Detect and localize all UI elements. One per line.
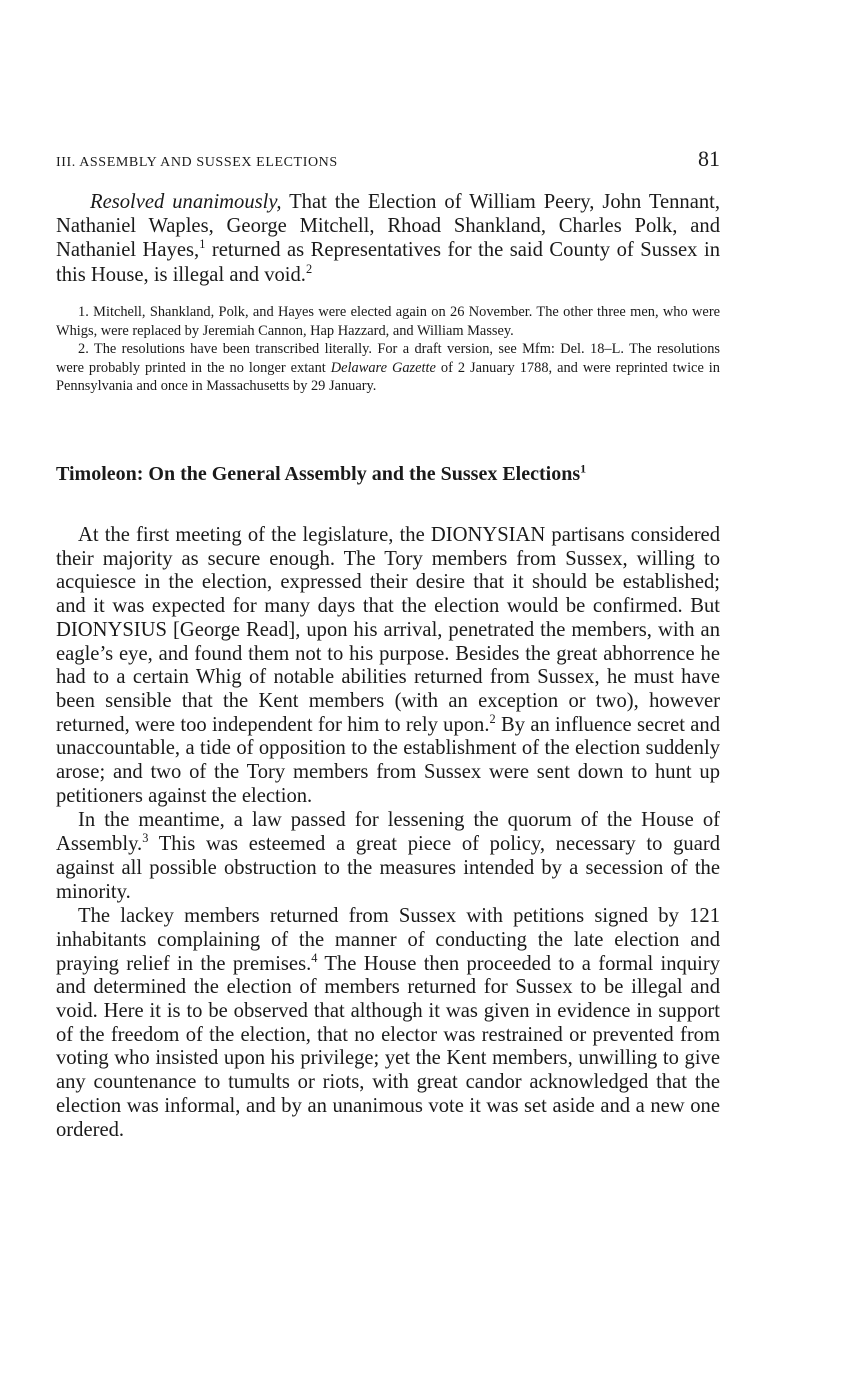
paragraph-3 (56, 905, 720, 1142)
footnote-2 (56, 340, 720, 396)
resolution-lead: Resolved unanimously, (90, 191, 282, 213)
paragraph-2-note-ref: 3 (142, 831, 149, 846)
resolution-text-1: That the Election of William Peery, John Tennant, Nathaniel Waples, George Mitchell, Rhoad Shankland, Charles Polk, and Nathaniel Hayes, (56, 191, 720, 262)
section-title: Timoleon: On the General Assembly and the Sussex Elections (56, 463, 581, 485)
paragraph-3-text-a: The lackey members returned from Sussex with petitions signed by 121 inhabitants complaining of the manner of conducting the late election and praying relief in the premises. (56, 905, 720, 975)
running-head (56, 146, 720, 172)
paragraph-2-text-a: In the meantime, a law passed for lessening the quorum of the House of Assembly. (56, 809, 720, 856)
footnotes (56, 303, 720, 396)
paragraph-3-note-ref: 4 (311, 950, 318, 965)
footnote-2-text-2: of 2 January 1788, and were reprinted twice in Pennsylvania and once in Massachusetts by 29 January. (56, 359, 721, 395)
paragraph-1-note-ref: 2 (489, 711, 496, 726)
resolution-text-2: returned as Representatives for the said County of Sussex in this House, is illegal and void. (56, 239, 720, 286)
footnote-2-text-1: 2. The resolutions have been transcribed literally. For a draft version, see Mfm: Del. 18–L. The resolutions were probably printed in the no longer extant (56, 341, 720, 376)
footnote-2-italic: Delaware Gazette (330, 359, 436, 376)
paragraph-2 (56, 809, 720, 904)
section-note-ref: 1 (580, 461, 587, 476)
resolution-paragraph (56, 190, 720, 287)
paragraph-2-text-b: This was esteemed a great piece of policy, necessary to guard against all possible obstruction to the measures intended by a secession of the minority. (56, 833, 720, 903)
body-text (56, 524, 720, 1143)
paragraph-1-text-a: At the first meeting of the legislature, the DIONYSIAN partisans considered their majority as secure enough. The Tory members from Sussex, willing to acquiesce in the election, expressed their desire that it should be established; and it was expected for many days that the election would be confirmed. But DIONYSIUS [George Read], upon his arrival, penetrated the members, with an eagle’s eye, and found them not to his purpose. Besides the great abhorrence he had to a certain Whig of notable abilities returned from Sussex, he must have been sensible that the Kent members (with an exception or two), however returned, were too independent for him to rely upon. (56, 524, 720, 736)
section-heading (56, 463, 600, 487)
footnote-ref-2: 2 (305, 261, 313, 276)
page-number: 81 (698, 146, 720, 171)
paragraph-1 (56, 524, 720, 808)
paragraph-3-text-b: The House then proceeded to a formal inquiry and determined the election of members returned for Sussex to be illegal and void. Here it is to be observed that although it was given in evidence in support of the freedom of the election, that no elector was restrained or prevented from voting who insisted upon his privilege; yet the Kent members, unwilling to give any countenance to tumults or riots, with great candor acknowledged that the election was informal, and by an unanimous vote it was set aside and a new one ordered. (56, 952, 720, 1141)
footnote-ref-1: 1 (199, 237, 206, 252)
running-title: III. ASSEMBLY AND SUSSEX ELECTIONS (56, 155, 338, 170)
paragraph-1-text-b: By an influence secret and unaccountable, a tide of opposition to the establishment of the election suddenly arose; and two of the Tory members from Sussex were sent down to hunt up petitioners against the election. (56, 713, 721, 807)
footnote-1: 1. Mitchell, Shankland, Polk, and Hayes were elected again on 26 November. The other three men, who were Whigs, were replaced by Jeremiah Cannon, Hap Hazzard, and William Massey. (56, 304, 720, 339)
